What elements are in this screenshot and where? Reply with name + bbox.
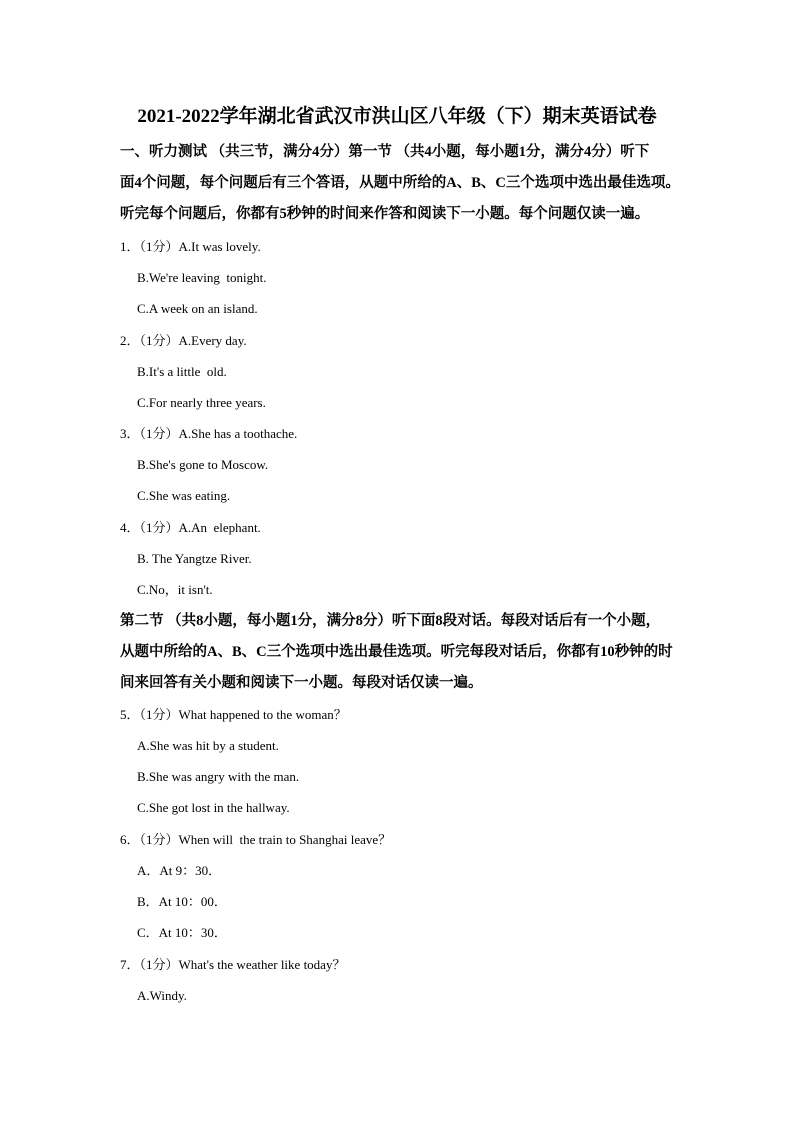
question-6-stem: 6．（1分）When will the train to Shanghai leave？	[120, 832, 392, 847]
question-2-option-c: C.For nearly three years.	[137, 395, 266, 410]
instruction-line: 从题中所给的A、B、C三个选项中选出最佳选项。听完每段对话后，你都有10秒钟的时	[120, 644, 673, 660]
question-6-option-b: B．At 10：00．	[137, 894, 227, 909]
section-1-instructions	[120, 137, 680, 230]
question-5-option-a: A.She was hit by a student.	[137, 738, 279, 753]
question-7-option-a: A.Windy.	[137, 988, 187, 1003]
section-2-instructions	[120, 606, 680, 699]
question-4-stem: 4．（1分）A.An elephant.	[120, 520, 261, 535]
question-6-option-a: A．At 9：30．	[137, 863, 222, 878]
question-4-option-b: B. The Yangtze River.	[137, 551, 252, 566]
question-1-option-c: C.A week on an island.	[137, 301, 258, 316]
instruction-line: 一、听力测试 （共三节，满分4分）第一节 （共4小题，每小题1分，满分4分）听下	[120, 144, 650, 160]
question-3-option-c: C.She was eating.	[137, 488, 231, 503]
instruction-line: 间来回答有关小题和阅读下一小题。每段对话仅读一遍。	[120, 675, 483, 691]
question-5-stem: 5．（1分）What happened to the woman？	[120, 707, 347, 722]
instruction-line: 第二节 （共8小题，每小题1分，满分8分）听下面8段对话。每段对话后有一个小题，	[120, 613, 661, 629]
question-5-option-b: B.She was angry with the man.	[137, 769, 300, 784]
question-2-option-b: B.It's a little old.	[137, 364, 227, 379]
question-4-option-c: C.No，it isn't.	[137, 582, 213, 597]
page-title: 2021-2022学年湖北省武汉市洪山区八年级（下）期末英语试卷	[137, 106, 657, 127]
question-1-stem: 1．（1分）A.It was lovely.	[120, 239, 261, 254]
question-3-option-b: B.She's gone to Moscow.	[137, 457, 269, 472]
instruction-line: 听完每个问题后，你都有5秒钟的时间来作答和阅读下一小题。每个问题仅读一遍。	[120, 206, 650, 222]
question-1-option-b: B.We're leaving tonight.	[137, 270, 267, 285]
instruction-line: 面4个问题，每个问题后有三个答语，从题中所给的A、B、C三个选项中选出最佳选项。	[120, 175, 680, 191]
question-5-option-c: C.She got lost in the hallway.	[137, 800, 290, 815]
question-7-stem: 7．（1分）What's the weather like today？	[120, 957, 346, 972]
question-2-stem: 2．（1分）A.Every day.	[120, 333, 247, 348]
question-3-stem: 3．（1分）A.She has a toothache.	[120, 426, 298, 441]
question-6-option-c: C．At 10：30．	[137, 925, 227, 940]
